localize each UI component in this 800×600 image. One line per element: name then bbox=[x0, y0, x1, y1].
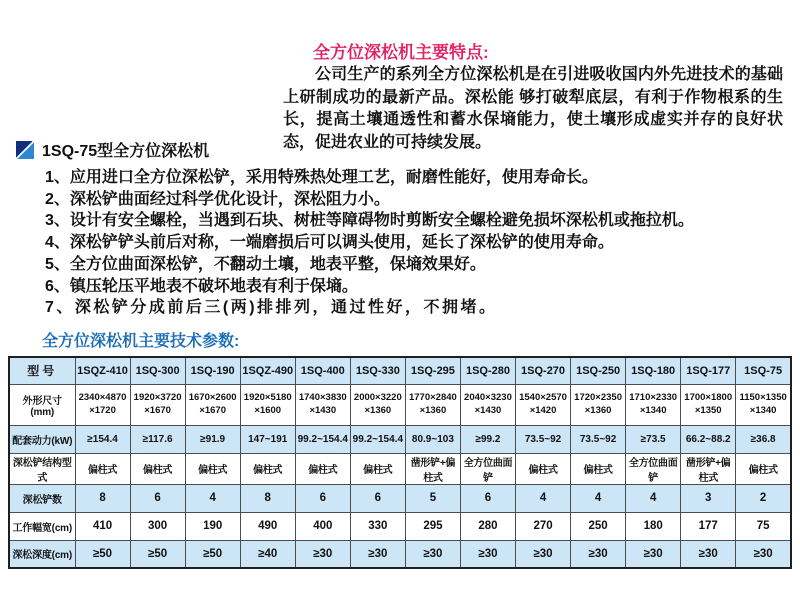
table-cell: 全方位曲面铲 bbox=[626, 453, 681, 484]
table-cell: ≥91.9 bbox=[185, 425, 240, 453]
table-cell: ≥30 bbox=[681, 540, 736, 568]
table-cell: 偏柱式 bbox=[240, 453, 295, 484]
feature-item: 3、设计有安全螺栓，当遇到石块、树桩等障碍物时剪断安全螺栓避免损坏深松机或拖拉机。 bbox=[45, 212, 694, 230]
model-header: 1SQ-330 bbox=[350, 357, 405, 384]
table-row bbox=[9, 484, 791, 512]
model-header: 1SQ-280 bbox=[460, 357, 515, 384]
table-cell: ≥30 bbox=[736, 540, 791, 568]
table-cell: 8 bbox=[75, 484, 130, 512]
table-cell: 偏柱式 bbox=[571, 453, 626, 484]
table-cell: 4 bbox=[185, 484, 240, 512]
row-label: 外形尺寸(mm) bbox=[9, 384, 75, 425]
table-cell: 66.2~88.2 bbox=[681, 425, 736, 453]
row-label: 深松铲数 bbox=[9, 484, 75, 512]
table-row bbox=[9, 540, 791, 568]
table-cell: 1150×1350 ×1340 bbox=[736, 384, 791, 425]
table-cell: 73.5~92 bbox=[571, 425, 626, 453]
table-cell: 300 bbox=[130, 512, 185, 540]
features-section-title: 全方位深松机主要特点: bbox=[313, 43, 489, 62]
table-cell: 6 bbox=[350, 484, 405, 512]
table-cell: ≥117.6 bbox=[130, 425, 185, 453]
table-cell: 4 bbox=[571, 484, 626, 512]
table-cell: 偏柱式 bbox=[185, 453, 240, 484]
brand-logo-icon bbox=[16, 141, 34, 159]
model-header: 1SQ-250 bbox=[571, 357, 626, 384]
table-row bbox=[9, 384, 791, 425]
table-cell: 偏柱式 bbox=[350, 453, 405, 484]
table-cell: 4 bbox=[516, 484, 571, 512]
specs-table-wrap bbox=[8, 356, 792, 569]
table-cell: 1720×2350 ×1360 bbox=[571, 384, 626, 425]
model-header: 1SQ-300 bbox=[130, 357, 185, 384]
table-cell: 偏柱式 bbox=[736, 453, 791, 484]
table-cell: 6 bbox=[295, 484, 350, 512]
table-cell: 410 bbox=[75, 512, 130, 540]
feature-item: 7、深松铲分成前后三(两)排排列，通过性好，不拥堵。 bbox=[45, 299, 498, 317]
specs-table bbox=[8, 356, 792, 569]
table-cell: 全方位曲面铲 bbox=[460, 453, 515, 484]
row-label: 深松铲结构型式 bbox=[9, 453, 75, 484]
table-cell: 1770×2840 ×1360 bbox=[405, 384, 460, 425]
table-cell: 4 bbox=[626, 484, 681, 512]
table-cell: ≥50 bbox=[75, 540, 130, 568]
table-cell: ≥30 bbox=[405, 540, 460, 568]
features-list bbox=[45, 167, 790, 319]
table-cell: ≥50 bbox=[185, 540, 240, 568]
table-cell: 6 bbox=[130, 484, 185, 512]
row-label: 工作幅宽(cm) bbox=[9, 512, 75, 540]
table-cell: 75 bbox=[736, 512, 791, 540]
feature-item: 1、应用进口全方位深松铲，采用特殊热处理工艺，耐磨性能好，使用寿命长。 bbox=[45, 169, 598, 186]
table-cell: 1540×2570 ×1420 bbox=[516, 384, 571, 425]
feature-item: 2、深松铲曲面经过科学优化设计，深松阻力小。 bbox=[45, 190, 390, 208]
table-cell: 偏柱式 bbox=[75, 453, 130, 484]
table-cell: ≥36.8 bbox=[736, 425, 791, 453]
model-header: 1SQZ-410 bbox=[75, 357, 130, 384]
table-cell: 73.5~92 bbox=[516, 425, 571, 453]
model-header: 1SQ-177 bbox=[681, 357, 736, 384]
feature-item: 5、全方位曲面深松铲，不翻动土壤，地表平整，保墒效果好。 bbox=[45, 255, 486, 273]
table-cell: 147~191 bbox=[240, 425, 295, 453]
table-cell: 99.2~154.4 bbox=[350, 425, 405, 453]
row-header-label: 型号 bbox=[9, 357, 75, 384]
feature-item: 4、深松铲铲头前后对称，一端磨损后可以调头使用，延长了深松铲的使用寿命。 bbox=[45, 234, 614, 252]
table-cell: 190 bbox=[185, 512, 240, 540]
product-heading bbox=[16, 138, 209, 161]
table-cell: 2 bbox=[736, 484, 791, 512]
model-header: 1SQ-180 bbox=[626, 357, 681, 384]
table-cell: 180 bbox=[626, 512, 681, 540]
model-header: 1SQZ-490 bbox=[240, 357, 295, 384]
table-cell: 1700×1800 ×1350 bbox=[681, 384, 736, 425]
table-cell: 1710×2330 ×1340 bbox=[626, 384, 681, 425]
table-cell: 99.2~154.4 bbox=[295, 425, 350, 453]
table-cell: 400 bbox=[295, 512, 350, 540]
table-cell: 1920×5180 ×1600 bbox=[240, 384, 295, 425]
table-cell: 250 bbox=[571, 512, 626, 540]
model-header: 1SQ-295 bbox=[405, 357, 460, 384]
table-cell: 偏柱式 bbox=[130, 453, 185, 484]
table-cell: ≥30 bbox=[571, 540, 626, 568]
table-cell: 280 bbox=[460, 512, 515, 540]
table-cell: 1920×3720 ×1670 bbox=[130, 384, 185, 425]
table-cell: 177 bbox=[681, 512, 736, 540]
table-cell: ≥40 bbox=[240, 540, 295, 568]
table-row bbox=[9, 425, 791, 453]
specs-section-title: 全方位深松机主要技术参数: bbox=[42, 333, 240, 350]
table-cell: ≥30 bbox=[350, 540, 405, 568]
table-row bbox=[9, 512, 791, 540]
table-cell: ≥30 bbox=[460, 540, 515, 568]
table-cell: 凿形铲+偏柱式 bbox=[405, 453, 460, 484]
table-cell: 2040×3230 ×1430 bbox=[460, 384, 515, 425]
table-cell: ≥30 bbox=[295, 540, 350, 568]
table-cell: 1740×3830 ×1430 bbox=[295, 384, 350, 425]
model-header: 1SQ-270 bbox=[516, 357, 571, 384]
model-header: 1SQ-190 bbox=[185, 357, 240, 384]
row-label: 深松深度(cm) bbox=[9, 540, 75, 568]
table-cell: 5 bbox=[405, 484, 460, 512]
table-cell: ≥73.5 bbox=[626, 425, 681, 453]
table-cell: ≥30 bbox=[626, 540, 681, 568]
table-cell: 270 bbox=[516, 512, 571, 540]
table-cell: 490 bbox=[240, 512, 295, 540]
product-name: 1SQ-75型全方位深松机 bbox=[42, 143, 210, 160]
table-cell: 凿形铲+偏柱式 bbox=[681, 453, 736, 484]
table-cell: 2340×4870 ×1720 bbox=[75, 384, 130, 425]
table-cell: 1670×2600 ×1670 bbox=[185, 384, 240, 425]
table-cell: ≥99.2 bbox=[460, 425, 515, 453]
table-cell: ≥154.4 bbox=[75, 425, 130, 453]
table-cell: ≥30 bbox=[516, 540, 571, 568]
table-cell: ≥50 bbox=[130, 540, 185, 568]
table-cell: 偏柱式 bbox=[516, 453, 571, 484]
feature-item: 6、镇压轮压平地表不破坏地表有利于保墒。 bbox=[45, 277, 358, 295]
table-cell: 80.9~103 bbox=[405, 425, 460, 453]
intro-paragraph: 公司生产的系列全方位深松机是在引进吸收国内外先进技术的基础上研制成功的最新产品。深松能 够打破犁底层，有利于作物根系的生长，提高土壤通透性和蓄水保墒能力，使土壤形成虚实并存的良好状态，促进农业的可持续发展。 bbox=[283, 66, 783, 151]
table-cell: 295 bbox=[405, 512, 460, 540]
model-header: 1SQ-400 bbox=[295, 357, 350, 384]
table-cell: 6 bbox=[460, 484, 515, 512]
table-cell: 330 bbox=[350, 512, 405, 540]
table-cell: 2000×3220 ×1360 bbox=[350, 384, 405, 425]
table-cell: 3 bbox=[681, 484, 736, 512]
table-cell: 8 bbox=[240, 484, 295, 512]
table-row bbox=[9, 453, 791, 484]
model-header: 1SQ-75 bbox=[736, 357, 791, 384]
table-cell: 偏柱式 bbox=[295, 453, 350, 484]
row-label: 配套动力(kW) bbox=[9, 425, 75, 453]
